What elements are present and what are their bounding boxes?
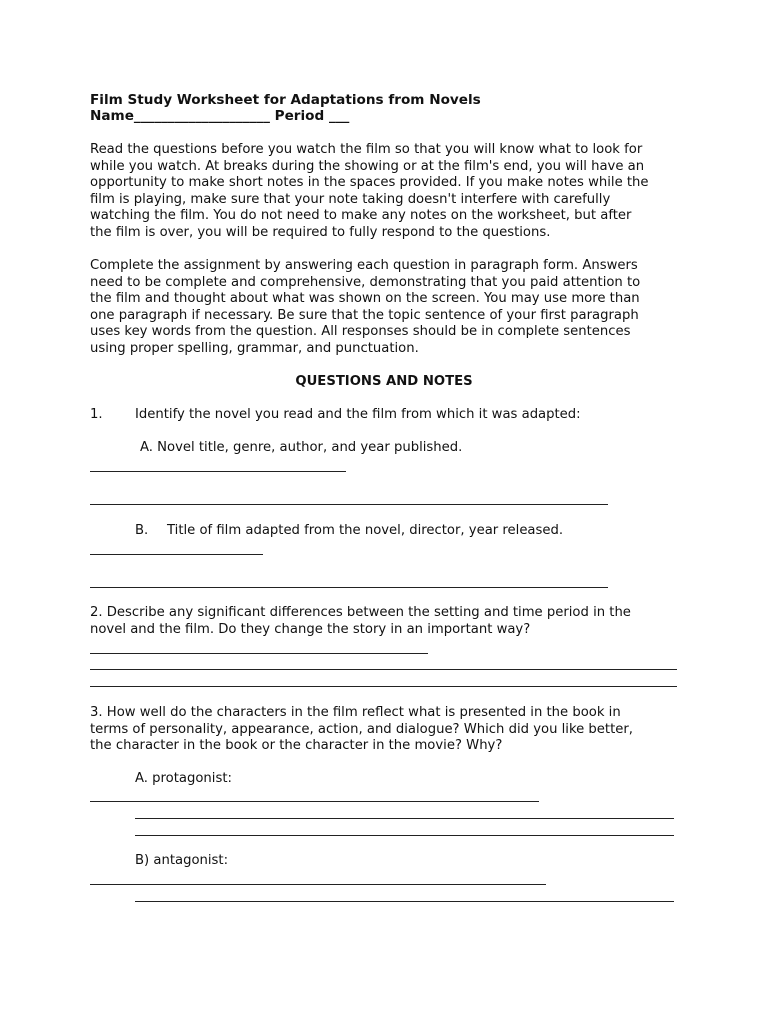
section-heading: QUESTIONS AND NOTES (295, 374, 473, 389)
intro-paragraph-2 (90, 258, 690, 357)
q2-line: 2. Describe any significant differences between the setting and time period in the (90, 605, 631, 620)
answer-line[interactable] (90, 884, 546, 885)
q1-number: 1. (90, 407, 103, 422)
answer-line[interactable] (135, 835, 674, 836)
q2-line: novel and the film. Do they change the story in an important way? (90, 621, 531, 637)
intro-p1-line: watching the film. You do not need to make any notes on the worksheet, but after (90, 208, 632, 223)
q1-part-b: Title of film adapted from the novel, director, year released. (167, 523, 564, 538)
worksheet-title: Film Study Worksheet for Adaptations from Novels (90, 92, 481, 108)
intro-paragraph-1 (90, 142, 690, 241)
name-period-line: Name____________________ Period ___ (90, 108, 350, 124)
intro-p1-line: opportunity to make short notes in the spaces provided. If you make notes while the (90, 175, 649, 190)
intro-p2-line: uses key words from the question. All responses should be in complete sentences (90, 324, 631, 339)
intro-p2-line: one paragraph if necessary. Be sure that the topic sentence of your first paragraph (90, 307, 639, 323)
q3-part-a: A. protagonist: (135, 771, 232, 786)
answer-line[interactable] (90, 587, 608, 588)
q3-line: 3. How well do the characters in the film reflect what is presented in the book in (90, 705, 621, 720)
intro-p2-line: need to be complete and comprehensive, demonstrating that you paid attention to (90, 274, 641, 290)
q2-text (90, 605, 690, 638)
answer-line[interactable] (90, 686, 677, 687)
answer-line[interactable] (90, 554, 263, 555)
answer-line[interactable] (90, 801, 539, 802)
answer-line[interactable] (90, 653, 428, 654)
q3-part-b: B) antagonist: (135, 853, 229, 868)
q3-line: terms of personality, appearance, action, and dialogue? Which did you like better, (90, 721, 633, 737)
answer-line[interactable] (90, 669, 677, 670)
answer-line[interactable] (90, 504, 608, 505)
answer-line[interactable] (135, 818, 674, 819)
intro-p2-line: using proper spelling, grammar, and punctuation. (90, 340, 419, 356)
intro-p2-line: Complete the assignment by answering each question in paragraph form. Answers (90, 258, 638, 273)
intro-p1-line: while you watch. At breaks during the showing or at the film's end, you will have an (90, 158, 645, 174)
intro-p2-line: the film and thought about what was shown on the screen. You may use more than (90, 291, 640, 306)
q1-part-b-label: B. (135, 523, 149, 538)
q3-line: the character in the book or the character in the movie? Why? (90, 738, 503, 753)
q1-text: Identify the novel you read and the film from which it was adapted: (135, 407, 581, 422)
answer-line[interactable] (90, 471, 346, 472)
q1-part-a: A. Novel title, genre, author, and year published. (140, 440, 463, 455)
intro-p1-line: Read the questions before you watch the film so that you will know what to look for (90, 142, 643, 157)
answer-line[interactable] (135, 901, 674, 902)
q3-text (90, 705, 690, 755)
intro-p1-line: the film is over, you will be required to fully respond to the questions. (90, 224, 551, 240)
intro-p1-line: film is playing, make sure that your note taking doesn't interfere with carefully (90, 191, 611, 207)
